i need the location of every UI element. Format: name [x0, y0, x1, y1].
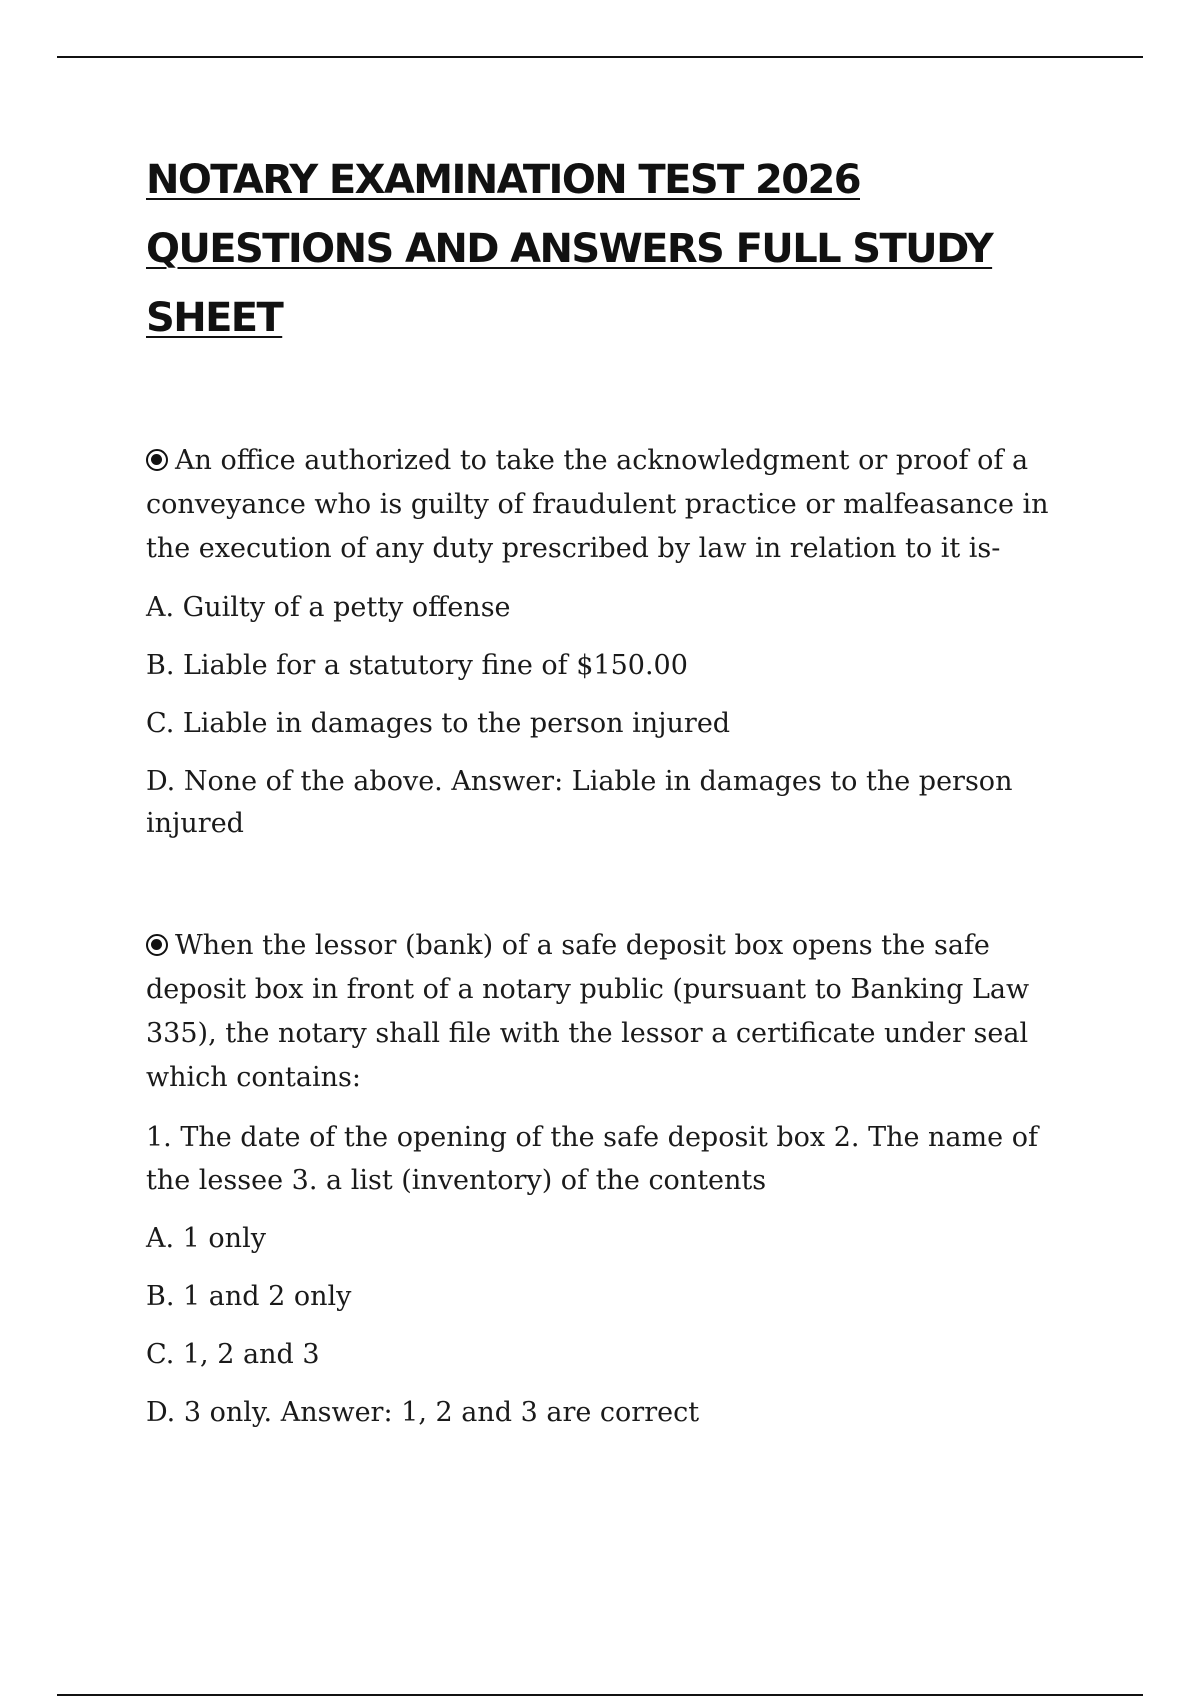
question-stem	[146, 439, 1086, 571]
option-a: A. 1 only	[146, 1223, 266, 1254]
option-c: C. Liable in damages to the person injured	[146, 708, 731, 739]
top-rule	[57, 56, 1143, 58]
question-stem	[146, 924, 1086, 1100]
page-content	[146, 146, 1086, 1434]
option-d: D. None of the above. Answer: Liable in damages to the person injured	[146, 766, 1013, 839]
radio-bullet-icon	[146, 934, 168, 956]
option-a: A. Guilty of a petty offense	[146, 592, 511, 623]
bottom-rule	[57, 1694, 1143, 1696]
option-b: B. Liable for a statutory fine of $150.00	[146, 650, 688, 681]
question-text: An office authorized to take the acknowledgment or proof of a conveyance who is guilty of fraudulent practice or malfeasance in the execution of any duty prescribed by law in relation to it is-	[146, 445, 1049, 564]
option-c: C. 1, 2 and 3	[146, 1339, 320, 1370]
radio-bullet-icon	[146, 449, 168, 471]
option-b: B. 1 and 2 only	[146, 1281, 352, 1312]
document-title: NOTARY EXAMINATION TEST 2026 QUESTIONS AND ANSWERS FULL STUDY SHEET	[146, 157, 993, 341]
question-2	[146, 924, 1086, 1434]
option-d: D. 3 only. Answer: 1, 2 and 3 are correct	[146, 1397, 700, 1428]
question-text: When the lessor (bank) of a safe deposit box opens the safe deposit box in front of a notary public (pursuant to Banking Law 335), the notary shall file with the lessor a certificate under seal which contains:	[146, 930, 1030, 1093]
question-1	[146, 439, 1086, 845]
question-statement: 1. The date of the opening of the safe deposit box 2. The name of the lessee 3. a list (inventory) of the contents	[146, 1122, 1038, 1196]
